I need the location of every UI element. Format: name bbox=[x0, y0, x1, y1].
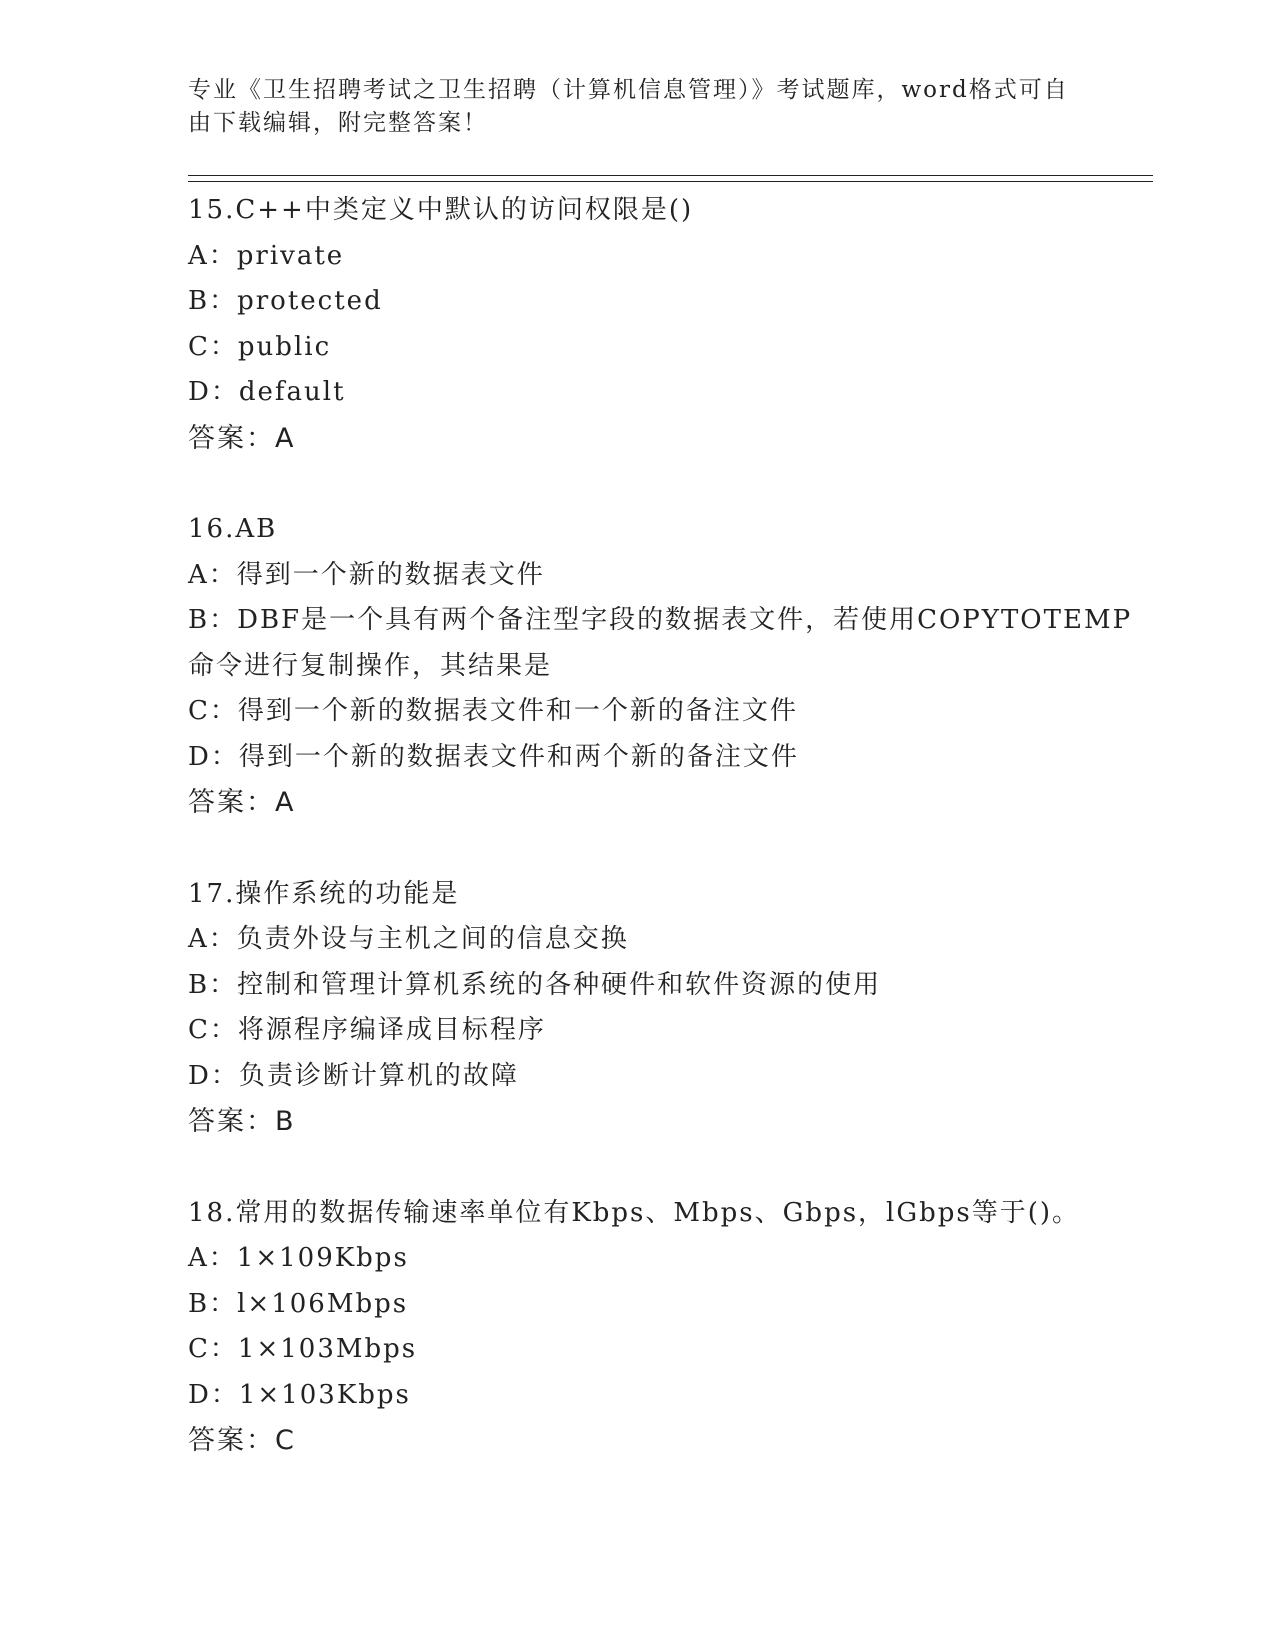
option-label: D： bbox=[188, 1060, 239, 1091]
option-a bbox=[188, 553, 1148, 599]
option-label: D： bbox=[188, 741, 239, 772]
option-text: 得到一个新的数据表文件和两个新的备注文件 bbox=[238, 741, 799, 772]
option-label: A： bbox=[188, 559, 237, 590]
header-line-1: 专业《卫生招聘考试之卫生招聘（计算机信息管理）》考试题库，word格式可自 bbox=[188, 77, 1069, 103]
option-label: C： bbox=[188, 331, 238, 362]
option-d bbox=[188, 370, 1148, 416]
option-text: public bbox=[237, 331, 332, 362]
question-15 bbox=[188, 188, 1148, 461]
option-d bbox=[188, 735, 1148, 781]
question-stem: 16.AB bbox=[188, 514, 278, 544]
document-header bbox=[188, 74, 1088, 140]
answer: 答案：A bbox=[188, 422, 296, 454]
option-text: l×106Mbps bbox=[237, 1288, 409, 1319]
answer: 答案：C bbox=[188, 1425, 296, 1456]
option-text: 将源程序编译成目标程序 bbox=[237, 1015, 546, 1045]
header-divider-top bbox=[188, 175, 1153, 176]
question-stem: 18.常用的数据传输速率单位有Kbps、Mbps、Gbps，lGbps等于()。 bbox=[188, 1197, 1081, 1228]
option-b bbox=[188, 963, 1148, 1009]
question-17 bbox=[188, 872, 1148, 1145]
option-label: B： bbox=[188, 969, 238, 1000]
answer: 答案：B bbox=[188, 1106, 296, 1137]
option-text: protected bbox=[237, 286, 383, 316]
header-line-2: 由下载编辑，附完整答案！ bbox=[188, 110, 488, 136]
option-label: B： bbox=[188, 605, 238, 635]
question-18 bbox=[188, 1191, 1148, 1464]
option-text: DBF是一个具有两个备注型字段的数据表文件，若使用COPYTOTEMP bbox=[237, 605, 1133, 635]
option-text: 负责诊断计算机的故障 bbox=[238, 1060, 519, 1091]
option-a bbox=[188, 917, 1148, 963]
option-text: default bbox=[238, 377, 346, 407]
option-b bbox=[188, 598, 1148, 644]
option-text: 得到一个新的数据表文件和一个新的备注文件 bbox=[237, 696, 798, 726]
option-c bbox=[188, 689, 1148, 735]
option-c bbox=[188, 325, 1148, 371]
option-label: C： bbox=[188, 696, 238, 726]
question-16 bbox=[188, 507, 1148, 826]
option-text: 1×103Kbps bbox=[238, 1379, 411, 1410]
option-b-continued: 命令进行复制操作，其结果是 bbox=[188, 650, 553, 681]
option-c bbox=[188, 1327, 1148, 1373]
option-label: A： bbox=[188, 1243, 237, 1273]
option-a bbox=[188, 234, 1148, 280]
option-label: A： bbox=[188, 240, 237, 271]
option-text: 1×103Mbps bbox=[237, 1334, 418, 1364]
option-text: private bbox=[236, 240, 345, 271]
question-list bbox=[188, 188, 1148, 1464]
option-text: 得到一个新的数据表文件 bbox=[236, 559, 545, 590]
option-d bbox=[188, 1373, 1148, 1419]
option-text: 1×109Kbps bbox=[236, 1243, 409, 1273]
question-stem: 15.C++中类定义中默认的访问权限是() bbox=[188, 195, 694, 225]
option-label: C： bbox=[188, 1015, 238, 1045]
option-c bbox=[188, 1008, 1148, 1054]
option-label: C： bbox=[188, 1334, 238, 1364]
option-b bbox=[188, 1282, 1148, 1328]
option-label: D： bbox=[188, 377, 239, 407]
option-label: A： bbox=[188, 924, 237, 954]
option-label: B： bbox=[188, 1288, 238, 1319]
header-divider-bottom bbox=[188, 181, 1153, 182]
question-stem: 17.操作系统的功能是 bbox=[188, 878, 460, 909]
option-d bbox=[188, 1054, 1148, 1100]
option-label: D： bbox=[188, 1379, 239, 1410]
answer: 答案：A bbox=[188, 787, 296, 818]
option-a bbox=[188, 1236, 1148, 1282]
option-text: 控制和管理计算机系统的各种硬件和软件资源的使用 bbox=[237, 969, 882, 1000]
option-b bbox=[188, 279, 1148, 325]
option-text: 负责外设与主机之间的信息交换 bbox=[236, 924, 629, 954]
option-label: B： bbox=[188, 286, 238, 316]
